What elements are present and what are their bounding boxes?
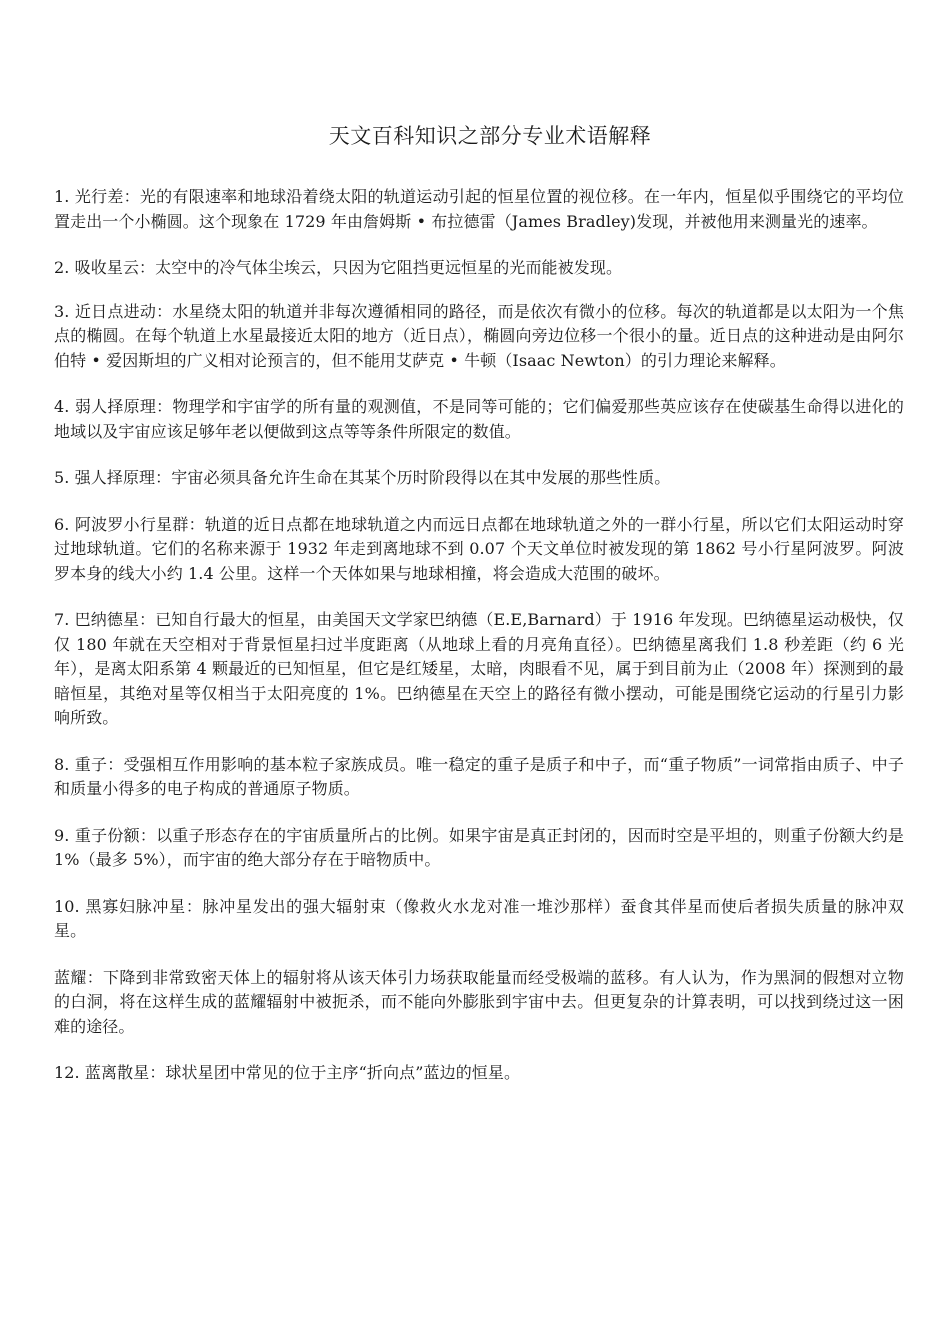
page-title: 天文百科知识之部分专业术语解释: [328, 124, 652, 148]
document-body: [54, 185, 904, 1108]
paragraph-aberration: 1. 光行差：光的有限速率和地球沿着绕太阳的轨道运动引起的恒星位置的视位移。在一年内，恒星似乎围绕它的平均位置走出一个小椭圆。这个现象在 1729 年由詹姆斯 • 布拉德雷（James Bradley)发现，并被他用来测量光的速率。: [54, 187, 904, 231]
paragraph-barnards-star: 7. 巴纳德星：已知自行最大的恒星，由美国天文学家巴纳德（E.E,Barnard）于 1916 年发现。巴纳德星运动极快，仅仅 180 年就在天空相对于背景恒星扫过半度距离（从地球上看的月亮角直径）。巴纳德星离我们 1.8 秒差距（约 6 光年），是离太阳系第 4 颗最近的已知恒星，但它是红矮星，太暗，肉眼看不见，属于到目前为止（2008 年）探测到的最暗恒星，其绝对星等仅相当于太阳亮度的 1%。巴纳德星在天空上的路径有微小摆动，可能是围绕它运动的行星引力影响所致。: [54, 610, 904, 727]
paragraph-baryon-fraction: 9. 重子份额：以重子形态存在的宇宙质量所占的比例。如果宇宙是真正封闭的，因而时空是平坦的，则重子份额大约是 1%（最多 5%），而宇宙的绝大部分存在于暗物质中。: [54, 825, 904, 869]
paragraph-weak-anthropic-principle: 4. 弱人择原理：物理学和宇宙学的所有量的观测值，不是同等可能的；它们偏爱那些英应该存在使碳基生命得以进化的地域以及宇宙应该足够年老以便做到这点等等条件所限定的数值。: [54, 397, 904, 441]
paragraph-strong-anthropic-principle: 5. 强人择原理：宇宙必须具备允许生命在其某个历时阶段得以在其中发展的那些性质。: [54, 468, 671, 487]
paragraph-blueshift-flare: 蓝耀：下降到非常致密天体上的辐射将从该天体引力场获取能量而经受极端的蓝移。有人认为，作为黑洞的假想对立物的白洞，将在这样生成的蓝耀辐射中被扼杀，而不能向外膨胀到宇宙中去。但更复杂的计算表明，可以找到绕过这一困难的途径。: [54, 967, 904, 1036]
paragraph-absorption-nebula: 2. 吸收星云：太空中的冷气体尘埃云，只因为它阻挡更远恒星的光而能被发现。: [54, 258, 623, 277]
paragraph-black-widow-pulsar: 10. 黑寡妇脉冲星：脉冲星发出的强大辐射束（像救火水龙对准一堆沙那样）蚕食其伴星而使后者损失质量的脉冲双星。: [54, 896, 904, 940]
paragraph-blue-stragglers: 12. 蓝离散星：球状星团中常见的位于主序“折向点”蓝边的恒星。: [54, 1063, 521, 1082]
paragraph-baryon: 8. 重子：受强相互作用影响的基本粒子家族成员。唯一稳定的重子是质子和中子，而“重子物质”一词常指由质子、中子和质量小得多的电子构成的普通原子物质。: [54, 754, 904, 798]
paragraph-perihelion-precession: 3. 近日点进动：水星绕太阳的轨道并非每次遵循相同的路径，而是依次有微小的位移。每次的轨道都是以太阳为一个焦点的椭圆。在每个轨道上水星最接近太阳的地方（近日点），椭圆向旁边位移一个很小的量。近日点的这种进动是由阿尔伯特 • 爱因斯坦的广义相对论预言的，但不能用艾萨克 • 牛顿（Isaac Newton）的引力理论来解释。: [54, 301, 904, 370]
paragraph-apollo-asteroids: 6. 阿波罗小行星群：轨道的近日点都在地球轨道之内而远日点都在地球轨道之外的一群小行星，所以它们太阳运动时穿过地球轨道。它们的名称来源于 1932 年走到离地球不到 0.07 个天文单位时被发现的第 1862 号小行星阿波罗。阿波罗本身的线大小约 1.4 公里。这样一个天体如果与地球相撞，将会造成大范围的破坏。: [54, 514, 904, 583]
